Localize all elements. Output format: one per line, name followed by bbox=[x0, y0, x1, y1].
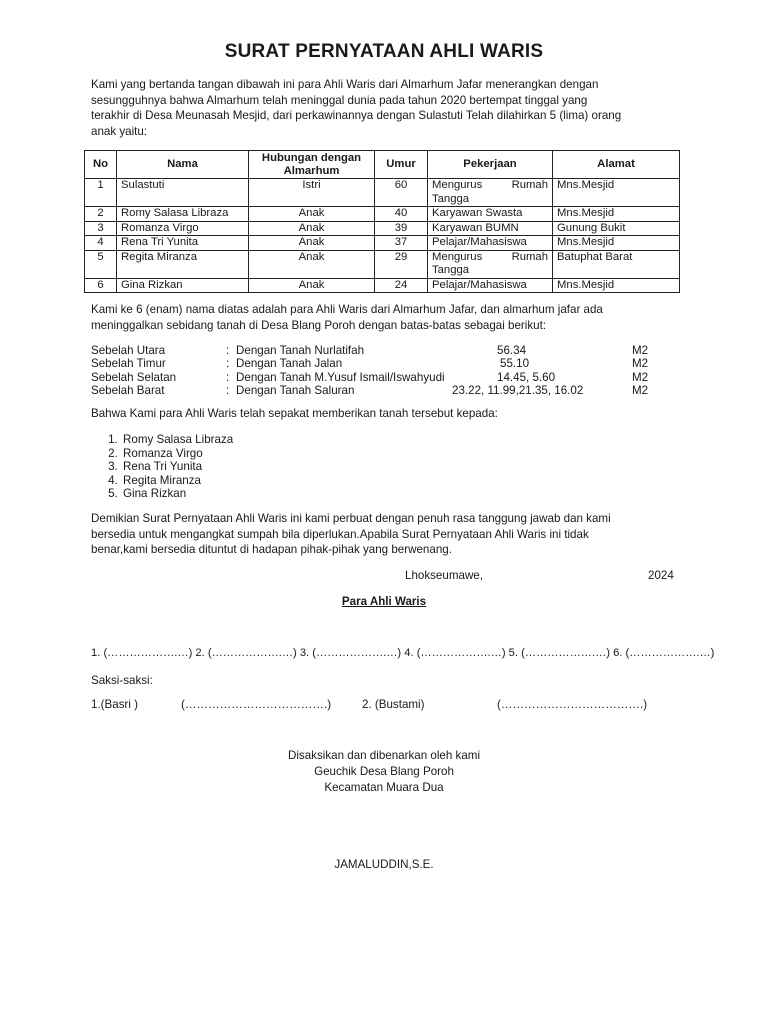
cell-pekerjaan-word: Mengurus bbox=[432, 179, 483, 191]
cell-pekerjaan bbox=[428, 250, 553, 278]
land-line: Kami ke 6 (enam) nama diatas adalah para Ahli Waris dari Almarhum Jafar, dan almarhum jafar ada bbox=[91, 303, 603, 316]
table-row bbox=[85, 179, 680, 207]
cell-alamat: Gunung Bukit bbox=[553, 221, 680, 236]
boundary-size: 56.34 bbox=[497, 344, 527, 357]
heirs-signature-line: 1. (……………….…) 2. (……………….…) 3. (……………….…) 4. (……………….…) 5. (……………….…) 6. (……………….…) bbox=[91, 647, 715, 659]
table-row bbox=[85, 278, 680, 293]
cell-nama: Sulastuti bbox=[117, 179, 249, 207]
table-row bbox=[85, 207, 680, 222]
list-item: 2. Romanza Virgo bbox=[121, 447, 233, 461]
cell-pekerjaan: Karyawan BUMN bbox=[428, 221, 553, 236]
boundary-desc: Dengan Tanah M.Yusuf Ismail/Iswahyudi bbox=[236, 370, 445, 384]
cell-pekerjaan-word: Rumah bbox=[511, 250, 548, 263]
witness-statement-line: Kecamatan Muara Dua bbox=[324, 781, 444, 794]
header-umur: Umur bbox=[375, 151, 428, 179]
table-header-row bbox=[85, 151, 680, 179]
cell-pekerjaan: Pelajar/Mahasiswa bbox=[428, 236, 553, 251]
boundary-size: 55.10 bbox=[500, 357, 530, 371]
witness-1-signature: (……………………………….) bbox=[181, 698, 332, 711]
witness-1-name: 1.(Basri ) bbox=[91, 698, 139, 711]
boundary-unit: M2 bbox=[632, 384, 649, 398]
boundary-row bbox=[91, 384, 681, 397]
boundary-size: 23.22, 11.99,21.35, 16.02 bbox=[452, 384, 584, 398]
document-title: SURAT PERNYATAAN AHLI WARIS bbox=[224, 41, 544, 62]
cell-alamat: Mns.Mesjid bbox=[553, 179, 680, 207]
land-paragraph bbox=[91, 302, 677, 333]
table-row bbox=[85, 236, 680, 251]
cell-pekerjaan-word: Mengurus bbox=[432, 250, 483, 263]
boundary-colon: : bbox=[226, 357, 230, 371]
cell-alamat: Mns.Mesjid bbox=[553, 207, 680, 222]
cell-umur: 39 bbox=[375, 221, 428, 236]
witness-statement-line: Geuchik Desa Blang Poroh bbox=[314, 765, 454, 778]
recipients-list bbox=[91, 433, 233, 501]
boundary-unit: M2 bbox=[632, 370, 649, 384]
boundary-colon: : bbox=[226, 370, 230, 384]
cell-hubungan: Anak bbox=[249, 207, 375, 222]
header-nama: Nama bbox=[117, 151, 249, 179]
list-item: 1. Romy Salasa Libraza bbox=[121, 433, 233, 447]
agreement-paragraph: Bahwa Kami para Ahli Waris telah sepakat memberikan tanah tersebut kepada: bbox=[91, 407, 498, 420]
list-item: 5. Gina Rizkan bbox=[121, 487, 233, 501]
cell-no: 3 bbox=[85, 221, 117, 236]
closing-line: Demikian Surat Pernyataan Ahli Waris ini kami perbuat dengan penuh rasa tanggung jawab dan kami bbox=[91, 512, 611, 525]
boundary-label: Sebelah Timur bbox=[91, 357, 166, 371]
official-name: JAMALUDDIN,S.E. bbox=[334, 858, 434, 871]
boundary-row bbox=[91, 357, 681, 370]
table-row bbox=[85, 221, 680, 236]
table-row bbox=[85, 250, 680, 278]
boundary-row bbox=[91, 371, 681, 384]
heirs-table bbox=[84, 150, 680, 293]
cell-umur: 29 bbox=[375, 250, 428, 278]
closing-line: bersedia untuk mengangkat sumpah bila diperlukan.Apabila Surat Pernyataan Ahli Waris ini tidak bbox=[91, 527, 589, 541]
boundary-row bbox=[91, 344, 681, 357]
cell-nama: Rena Tri Yunita bbox=[117, 236, 249, 251]
heirs-heading: Para Ahli Waris bbox=[341, 595, 427, 608]
boundary-size: 14.45, 5.60 bbox=[497, 370, 556, 384]
witness-2-name: 2. (Bustami) bbox=[362, 698, 425, 711]
cell-pekerjaan-word: Tangga bbox=[432, 264, 470, 276]
cell-alamat: Mns.Mesjid bbox=[553, 236, 680, 251]
cell-pekerjaan: Karyawan Swasta bbox=[428, 207, 553, 222]
boundary-label: Sebelah Barat bbox=[91, 384, 165, 398]
witness-statement-line: Disaksikan dan dibenarkan oleh kami bbox=[287, 749, 481, 762]
place-label: Lhokseumawe, bbox=[405, 569, 483, 582]
cell-hubungan: Anak bbox=[249, 221, 375, 236]
cell-nama: Gina Rizkan bbox=[117, 278, 249, 293]
boundary-label: Sebelah Selatan bbox=[91, 370, 177, 384]
witnesses-label: Saksi-saksi: bbox=[91, 674, 153, 687]
cell-pekerjaan bbox=[428, 179, 553, 207]
header-alamat: Alamat bbox=[553, 151, 680, 179]
boundary-desc: Dengan Tanah Saluran bbox=[236, 384, 355, 398]
intro-line: terakhir di Desa Meunasah Mesjid, dari perkawinannya dengan Sulastuti Telah dilahirkan 5 (lima) orang bbox=[91, 109, 622, 122]
closing-line: benar,kami bersedia dituntut di hadapan pihak-pihak yang berwenang. bbox=[91, 543, 452, 556]
boundary-label: Sebelah Utara bbox=[91, 344, 166, 357]
cell-no: 4 bbox=[85, 236, 117, 251]
intro-line: anak yaitu: bbox=[91, 124, 148, 138]
cell-hubungan: Anak bbox=[249, 278, 375, 293]
cell-alamat: Batuphat Barat bbox=[553, 250, 680, 278]
boundaries-list bbox=[91, 344, 681, 398]
cell-umur: 37 bbox=[375, 236, 428, 251]
header-no: No bbox=[85, 151, 117, 179]
intro-line: sesungguhnya bahwa Almarhum telah meninggal dunia pada tahun 2020 bertempat tinggal yang bbox=[91, 93, 588, 107]
header-pekerjaan: Pekerjaan bbox=[428, 151, 553, 179]
header-hubungan: Hubungan dengan Almarhum bbox=[249, 151, 375, 179]
year-label: 2024 bbox=[648, 569, 674, 582]
cell-pekerjaan-word: Tangga bbox=[432, 192, 470, 205]
boundary-unit: M2 bbox=[632, 344, 649, 357]
closing-paragraph bbox=[91, 511, 677, 558]
intro-paragraph bbox=[91, 77, 677, 139]
cell-nama: Regita Miranza bbox=[117, 250, 249, 278]
boundary-unit: M2 bbox=[632, 357, 649, 371]
cell-hubungan: Anak bbox=[249, 250, 375, 278]
boundary-desc: Dengan Tanah Nurlatifah bbox=[236, 344, 365, 357]
cell-umur: 60 bbox=[375, 179, 428, 207]
boundary-desc: Dengan Tanah Jalan bbox=[236, 357, 343, 371]
boundary-colon: : bbox=[226, 384, 230, 398]
cell-no: 5 bbox=[85, 250, 117, 278]
cell-no: 1 bbox=[85, 179, 117, 207]
cell-pekerjaan: Pelajar/Mahasiswa bbox=[428, 278, 553, 293]
cell-hubungan: Anak bbox=[249, 236, 375, 251]
cell-no: 2 bbox=[85, 207, 117, 222]
intro-line: Kami yang bertanda tangan dibawah ini para Ahli Waris dari Almarhum Jafar menerangkan dengan bbox=[91, 78, 599, 91]
list-item: 3. Rena Tri Yunita bbox=[121, 460, 233, 474]
cell-nama: Romanza Virgo bbox=[117, 221, 249, 236]
cell-umur: 24 bbox=[375, 278, 428, 293]
cell-no: 6 bbox=[85, 278, 117, 293]
land-line: meninggalkan sebidang tanah di Desa Blang Poroh dengan batas-batas sebagai berikut: bbox=[91, 318, 547, 332]
cell-alamat: Mns.Mesjid bbox=[553, 278, 680, 293]
witness-2-signature: (……………………………….) bbox=[497, 698, 648, 711]
cell-nama: Romy Salasa Libraza bbox=[117, 207, 249, 222]
cell-hubungan: Istri bbox=[249, 179, 375, 207]
cell-umur: 40 bbox=[375, 207, 428, 222]
cell-pekerjaan-word: Rumah bbox=[511, 179, 548, 191]
list-item: 4. Regita Miranza bbox=[121, 474, 233, 488]
boundary-colon: : bbox=[226, 344, 230, 357]
